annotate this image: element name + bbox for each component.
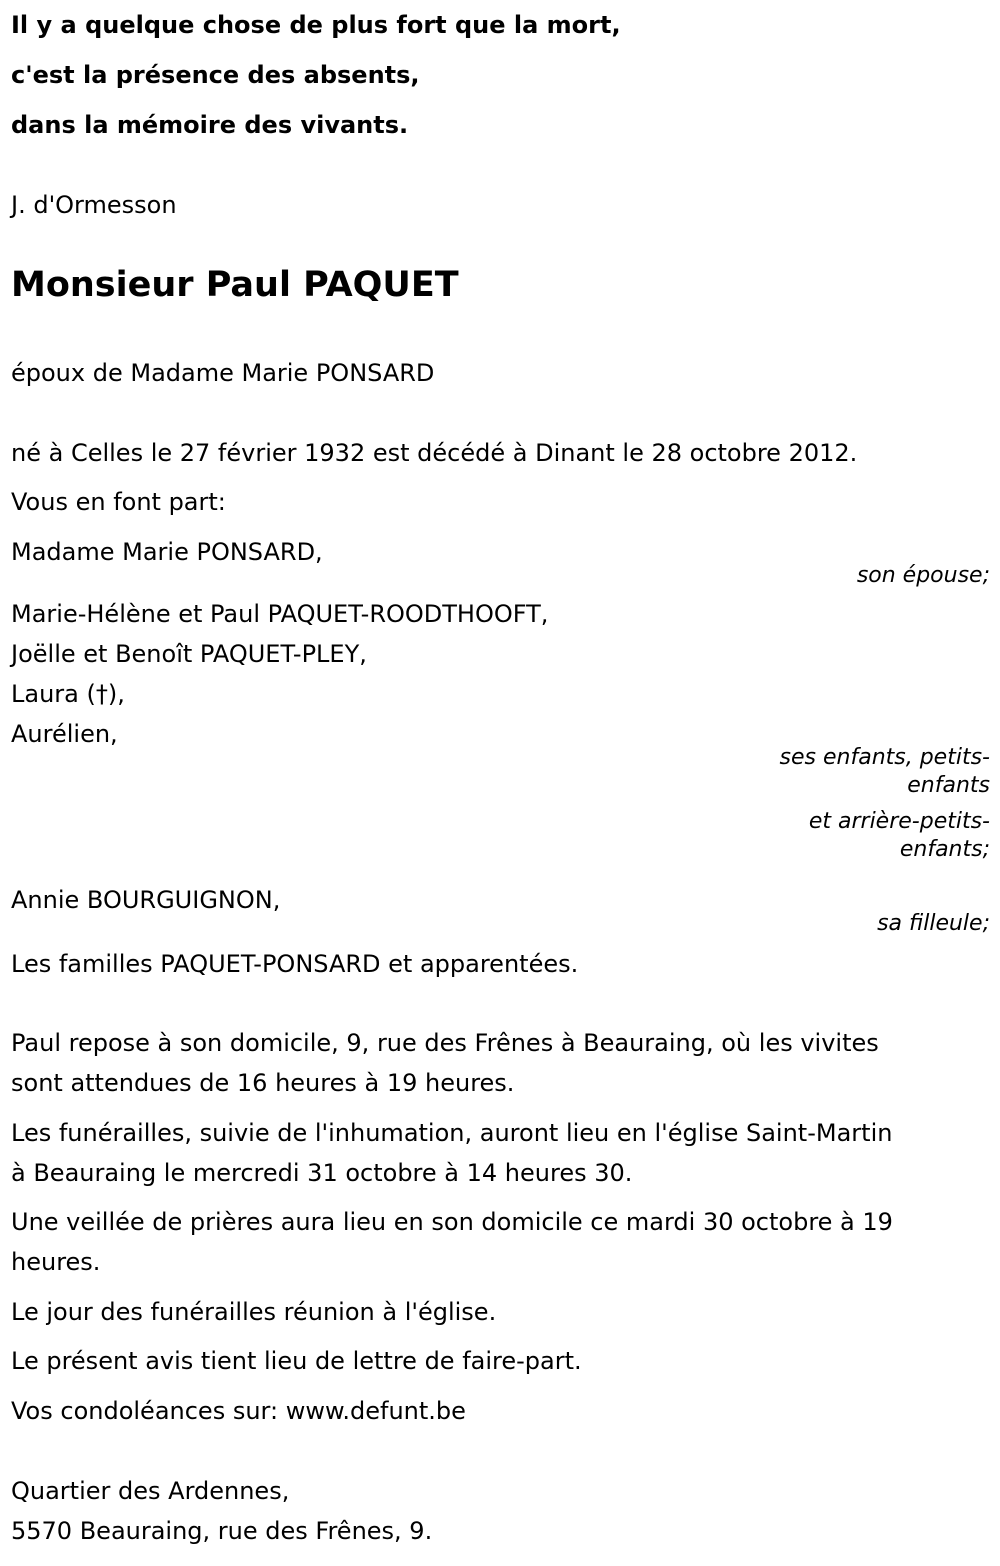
vigil-line-2: heures. <box>11 1248 101 1276</box>
children-relation-2: et arrière-petits-enfants; <box>808 809 990 862</box>
repose-line-2: sont attendues de 16 heures à 19 heures. <box>11 1069 515 1097</box>
goddaughter-relation: sa filleule; <box>877 911 990 936</box>
birth-death-line: né à Celles le 27 février 1932 est décédé à Dinant le 28 octobre 2012. <box>11 439 858 467</box>
address-line-2: 5570 Beauraing, rue des Frênes, 9. <box>11 1517 433 1545</box>
child-entry-4: Aurélien, <box>11 720 118 748</box>
child-entry-1: Marie-Hélène et Paul PAQUET-ROODTHOOFT, <box>11 600 549 628</box>
quote-author: J. d'Ormesson <box>11 191 177 219</box>
announcers-intro: Vous en font part: <box>11 488 226 516</box>
quote-line-2: c'est la présence des absents, <box>11 61 420 89</box>
quote-line-1: Il y a quelque chose de plus fort que la mort, <box>11 11 621 39</box>
vigil-line-1: Une veillée de prières aura lieu en son domicile ce mardi 30 octobre à 19 <box>11 1208 893 1236</box>
child-entry-2: Joëlle et Benoît PAQUET-PLEY, <box>11 640 367 668</box>
deceased-name: Monsieur Paul PAQUET <box>11 265 459 305</box>
meeting-line: Le jour des funérailles réunion à l'église. <box>11 1298 497 1326</box>
spouse-line: époux de Madame Marie PONSARD <box>11 359 435 387</box>
address-line-1: Quartier des Ardennes, <box>11 1477 290 1505</box>
notice-line: Le présent avis tient lieu de lettre de faire-part. <box>11 1347 582 1375</box>
spouse-relation: son épouse; <box>856 563 990 588</box>
spouse-name: Madame Marie PONSARD, <box>11 538 323 566</box>
child-entry-3: Laura (†), <box>11 680 125 708</box>
condolences-line: Vos condoléances sur: www.defunt.be <box>11 1397 466 1425</box>
repose-line-1: Paul repose à son domicile, 9, rue des Frênes à Beauraing, où les vivites <box>11 1029 879 1057</box>
children-relation-1: ses enfants, petits-enfants <box>779 745 990 798</box>
funeral-line-1: Les funérailles, suivie de l'inhumation, auront lieu en l'église Saint-Martin <box>11 1119 893 1147</box>
quote-line-3: dans la mémoire des vivants. <box>11 111 409 139</box>
families-line: Les familles PAQUET-PONSARD et apparentées. <box>11 950 579 978</box>
goddaughter-name: Annie BOURGUIGNON, <box>11 886 281 914</box>
funeral-line-2: à Beauraing le mercredi 31 octobre à 14 heures 30. <box>11 1159 633 1187</box>
